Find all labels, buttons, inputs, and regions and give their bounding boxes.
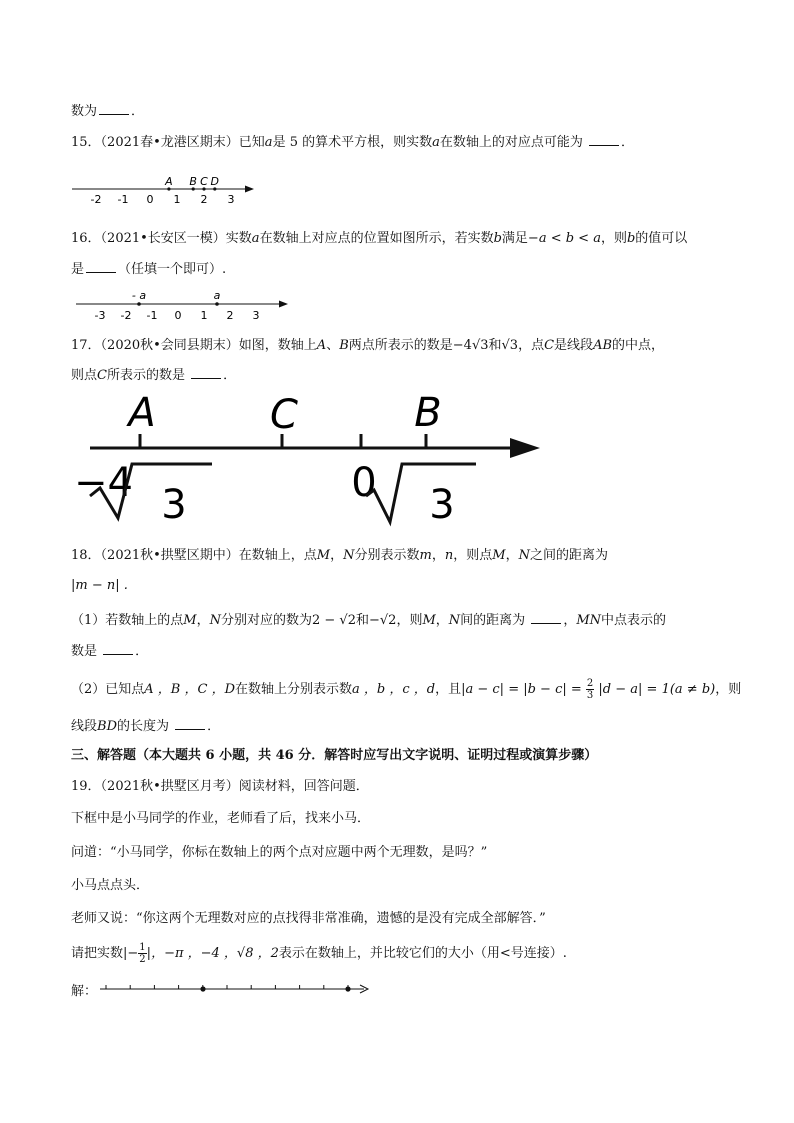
q16-number-line bbox=[74, 286, 296, 322]
tick-label: 1 bbox=[200, 309, 208, 322]
tick-label: 3 bbox=[227, 193, 235, 206]
answer-blank[interactable] bbox=[103, 642, 133, 655]
fraction-two-thirds: $\frac{2}{3}$ bbox=[586, 678, 594, 701]
answer-label: 解： bbox=[71, 984, 98, 999]
label-A: A bbox=[128, 392, 156, 436]
question-19-text: 19．（2021秋•拱墅区月考）阅读材料，回答问题． bbox=[71, 779, 369, 794]
tick-label: -2 bbox=[90, 193, 102, 206]
answer-blank[interactable] bbox=[86, 260, 116, 273]
tick-label: 1 bbox=[173, 193, 181, 206]
label-neg4: −4 bbox=[74, 460, 133, 506]
label-radicand-1: 3 bbox=[161, 482, 187, 528]
point-label: - a bbox=[131, 289, 147, 302]
question-16-text-line2: 是 （任填一个即可）. bbox=[71, 262, 227, 277]
question-18-part2: （2）已知点A ，B ，C ，D在数轴上分别表示数a ，b ，c ，d，且|a − c| = |b − c| = $\frac{2}{3}$ |d − a| = 1(a ≠ b)，则 bbox=[71, 678, 742, 701]
tick-label: 2 bbox=[226, 309, 234, 322]
answer-blank[interactable] bbox=[531, 611, 561, 624]
tick-label: 2 bbox=[200, 193, 208, 206]
question-19-para-3: 小马点点头． bbox=[71, 878, 150, 893]
answer-blank[interactable] bbox=[191, 366, 221, 379]
question-19-para-1: 下框中是小马同学的作业，老师看了后，找来小马． bbox=[71, 811, 371, 826]
tick-label: 3 bbox=[252, 309, 260, 322]
point-label: A bbox=[165, 175, 173, 188]
question-18-distance: |m − n| . bbox=[71, 578, 128, 593]
question-19-para-2: 问道：“小马同学，你标在数轴上的两个点对应题中两个无理数，是吗？” bbox=[71, 845, 488, 860]
section-heading: 三、解答题（本大题共 6 小题，共 46 分．解答时应写出文字说明、证明过程或演算步骤） bbox=[71, 748, 598, 763]
question-18-text: 18．（2021秋•拱墅区期中）在数轴上，点M，N分别表示数m，n，则点M，N之间的距离为 bbox=[71, 548, 608, 563]
question-18-part1: （1）若数轴上的点M，N分别对应的数为2 − √2和−√2，则M，N间的距离为 ，MN中点表示的 bbox=[71, 613, 667, 628]
fraction-one-half: $\frac{1}{2}$ bbox=[139, 942, 146, 965]
answer-blank[interactable] bbox=[99, 102, 129, 115]
q17-number-line-figure bbox=[70, 392, 550, 532]
point-label: a bbox=[213, 289, 221, 302]
point-marker bbox=[345, 986, 350, 991]
label-zero: 0 bbox=[351, 460, 377, 506]
answer-blank[interactable] bbox=[589, 133, 619, 146]
label-B: B bbox=[414, 392, 442, 436]
question-18-part1-line2: 数是 ． bbox=[71, 644, 149, 659]
tick-label: -1 bbox=[117, 193, 129, 206]
radical-sign-2 bbox=[366, 464, 476, 522]
point-label: B bbox=[189, 175, 197, 188]
label-C: C bbox=[270, 392, 298, 438]
point-marker bbox=[215, 302, 219, 306]
label-radicand-2: 3 bbox=[429, 482, 455, 528]
answer-blank[interactable] bbox=[175, 717, 205, 730]
question-19-para-4: 老师又说：“你这两个无理数对应的点找得非常准确，遗憾的是没有完成全部解答．” bbox=[71, 911, 546, 926]
question-19-task: 请把实数|− $\frac{1}{2}$ |，−π ，−4 ，√8 ，2表示在数轴上，并比较它们的大小（用<号连接）. bbox=[71, 942, 567, 965]
tick-label: -2 bbox=[120, 309, 132, 322]
point-marker bbox=[137, 302, 141, 306]
tick-label: 0 bbox=[174, 309, 182, 322]
question-16-text: 16．（2021•长安区一模）实数a在数轴上对应点的位置如图所示，若实数b满足−a < b < a，则b的值可以 bbox=[71, 231, 688, 246]
point-label: D bbox=[210, 175, 220, 188]
question-18-part2-line2: 线段BD的长度为 ． bbox=[71, 719, 221, 734]
q19-number-line bbox=[98, 980, 378, 1000]
point-marker bbox=[200, 986, 205, 991]
prev-question-fragment: 数为 ． bbox=[71, 104, 145, 119]
question-17-text: 17．（2020秋•会同县期末）如图，数轴上A、B两点所表示的数是−4√3和√3，点C是线段AB的中点， bbox=[71, 338, 665, 353]
question-17-text-line2: 则点C所表示的数是 ． bbox=[71, 368, 237, 383]
question-15-text: 15．（2021春•龙港区期末）已知a是 5 的算术平方根，则实数a在数轴上的对应点可能为 ． bbox=[71, 135, 635, 150]
q15-number-line bbox=[70, 172, 260, 212]
point-label: C bbox=[200, 175, 208, 188]
tick-label: 0 bbox=[146, 193, 154, 206]
tick-label: -1 bbox=[146, 309, 158, 322]
tick-label: -3 bbox=[94, 309, 106, 322]
